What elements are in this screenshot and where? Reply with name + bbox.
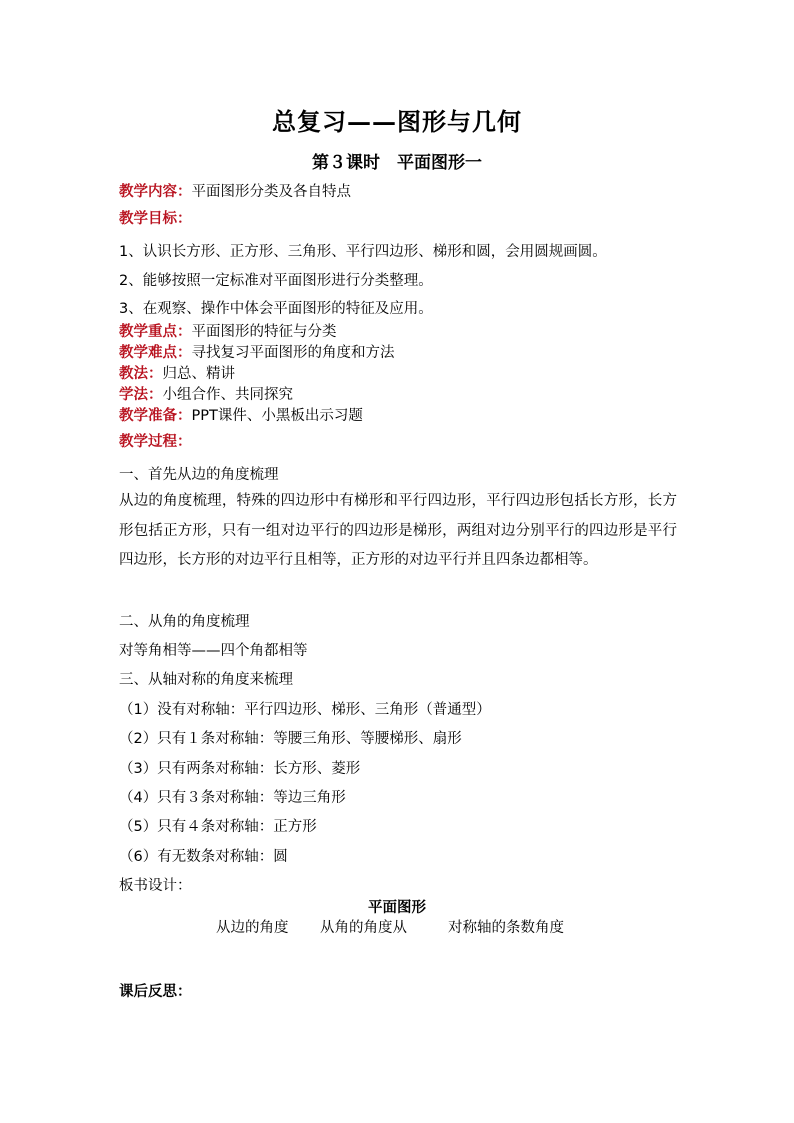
key-point-text: 平面图形的特征与分类 [191,324,337,340]
section3-heading: 三、从轴对称的角度来梳理 [119,672,293,688]
content-line [119,180,351,201]
goal-item: 3、在观察、操作中体会平面图形的特征及应用。 [119,301,433,317]
preparation-label: 教学准备： [119,408,192,424]
board-label: 板书设计： [119,878,192,894]
section2-body: 对等角相等——四个角都相等 [119,643,308,659]
board-col-angles: 从角的角度从 [320,920,407,936]
goals-line [119,207,192,228]
key-point-label: 教学重点： [119,324,192,340]
process-label: 教学过程： [119,434,192,450]
learning-method-text: 小组合作、共同探究 [162,387,293,403]
goal-item: 2、能够按照一定标准对平面图形进行分类整理。 [119,273,433,289]
board-heading: 平面图形 [368,900,426,916]
section1-body: 从边的角度梳理，特殊的四边形中有梯形和平行四边形，平行四边形包括长方形，长方形包括正方形，只有一组对边平行的四边形是梯形，两组对边分别平行的四边形是平行四边形，长方形的对边平行且相等，正方形的对边平行并且四条边都相等。 [119,493,677,568]
symmetry-item: （6）有无数条对称轴：圆 [119,849,288,865]
symmetry-item: （5）只有４条对称轴：正方形 [119,819,317,835]
symmetry-item: （2）只有１条对称轴：等腰三角形、等腰梯形、扇形 [119,731,462,747]
difficulty-label: 教学难点： [119,345,192,361]
preparation-line [119,404,363,425]
symmetry-item: （1）没有对称轴：平行四边形、梯形、三角形（普通型） [119,702,491,718]
section1-heading: 一、首先从边的角度梳理 [119,467,279,483]
section2-heading: 二、从角的角度梳理 [119,614,250,630]
page-title: 总复习——图形与几何 [272,107,522,136]
process-line [119,430,192,451]
learning-method-label: 学法： [119,387,163,403]
content-label: 教学内容： [119,184,192,200]
goal-item: 1、认识长方形、正方形、三角形、平行四边形、梯形和圆，会用圆规画圆。 [119,244,607,260]
reflection-label: 课后反思： [119,984,192,1000]
learning-method-line [119,383,293,404]
symmetry-item: （4）只有３条对称轴：等边三角形 [119,790,346,806]
teaching-method-line [119,362,235,383]
teaching-method-text: 归总、精讲 [162,366,235,382]
symmetry-item: （3）只有两条对称轴：长方形、菱形 [119,761,361,777]
lesson-subtitle: 第３课时 平面图形一 [312,153,482,173]
board-col-sides: 从边的角度 [216,920,289,936]
teaching-method-label: 教法： [119,366,163,382]
content-text: 平面图形分类及各自特点 [191,184,351,200]
difficulty-text: 寻找复习平面图形的角度和方法 [191,345,395,361]
key-point-line [119,320,337,341]
difficulty-line [119,341,395,362]
board-col-symmetry: 对称轴的条数角度 [448,920,564,936]
goals-label: 教学目标： [119,211,192,227]
preparation-text: PPT课件、小黑板出示习题 [191,408,363,424]
